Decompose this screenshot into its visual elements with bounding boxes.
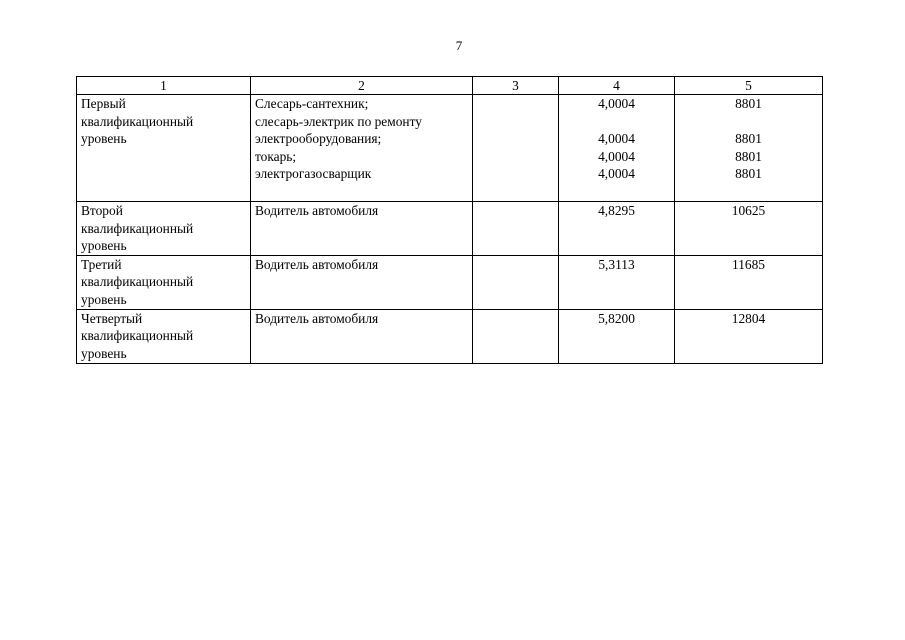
column-number-5: 5 — [675, 77, 823, 95]
level-text: уровень — [81, 238, 127, 254]
position-text: электрооборудования; — [255, 131, 382, 147]
level-text: Первый — [81, 96, 126, 111]
coefficient-value: 4,0004 — [598, 131, 635, 147]
table-header-row — [77, 77, 823, 95]
level-text: уровень — [81, 291, 127, 307]
coefficient-value: 4,0004 — [598, 148, 635, 164]
qualification-level-cell — [77, 202, 251, 256]
coefficient-value: 4,8295 — [598, 203, 635, 218]
salary-cell — [675, 309, 823, 363]
salary-table — [76, 76, 823, 364]
qualification-level-cell — [77, 309, 251, 363]
level-text: квалификационный — [81, 328, 194, 344]
coefficient-cell — [559, 255, 675, 309]
salary-cell — [675, 202, 823, 256]
position-text: токарь; — [255, 148, 297, 164]
column-3-cell — [473, 309, 559, 363]
position-text: Слесарь-сантехник; — [255, 96, 369, 111]
qualification-level-cell — [77, 255, 251, 309]
positions-cell — [251, 95, 473, 202]
salary-value: 8801 — [735, 131, 762, 147]
level-text: Третий — [81, 256, 122, 272]
coefficient-cell — [559, 95, 675, 202]
salary-cell — [675, 95, 823, 202]
column-3-cell — [473, 95, 559, 202]
position-text: Водитель автомобиля — [255, 256, 379, 272]
salary-value: 8801 — [735, 148, 762, 164]
positions-cell — [251, 202, 473, 256]
position-text: электрогазосварщик — [255, 166, 372, 182]
column-number-1: 1 — [77, 77, 251, 95]
qualification-level-cell — [77, 95, 251, 202]
coefficient-value — [563, 113, 670, 131]
salary-value: 11685 — [732, 256, 765, 272]
level-text: квалификационный — [81, 113, 194, 129]
positions-cell — [251, 309, 473, 363]
salary-value: 8801 — [735, 96, 762, 111]
table-row — [77, 202, 823, 256]
salary-value: 8801 — [735, 166, 762, 182]
coefficient-value: 4,0004 — [598, 96, 635, 111]
salary-cell — [675, 255, 823, 309]
coefficient-cell — [559, 309, 675, 363]
coefficient-value: 5,3113 — [598, 256, 635, 272]
position-text: Водитель автомобиля — [255, 203, 379, 218]
coefficient-value: 5,8200 — [598, 310, 635, 326]
salary-value: 10625 — [731, 203, 766, 218]
position-text: Водитель автомобиля — [255, 310, 379, 326]
level-text: Второй — [81, 203, 123, 218]
column-3-cell — [473, 255, 559, 309]
column-number-2: 2 — [251, 77, 473, 95]
table-row — [77, 255, 823, 309]
coefficient-value: 4,0004 — [598, 166, 635, 182]
level-text: уровень — [81, 131, 127, 147]
level-text: уровень — [81, 345, 127, 361]
salary-value — [679, 113, 818, 131]
column-number-3: 3 — [473, 77, 559, 95]
salary-value: 12804 — [731, 310, 766, 326]
position-text: слесарь-электрик по ремонту — [255, 113, 422, 129]
column-3-cell — [473, 202, 559, 256]
level-text: квалификационный — [81, 220, 194, 236]
positions-cell — [251, 255, 473, 309]
level-text: Четвертый — [81, 310, 143, 326]
table-row — [77, 309, 823, 363]
table-row — [77, 95, 823, 202]
coefficient-cell — [559, 202, 675, 256]
column-number-4: 4 — [559, 77, 675, 95]
level-text: квалификационный — [81, 274, 194, 290]
page-number: 7 — [455, 38, 463, 53]
